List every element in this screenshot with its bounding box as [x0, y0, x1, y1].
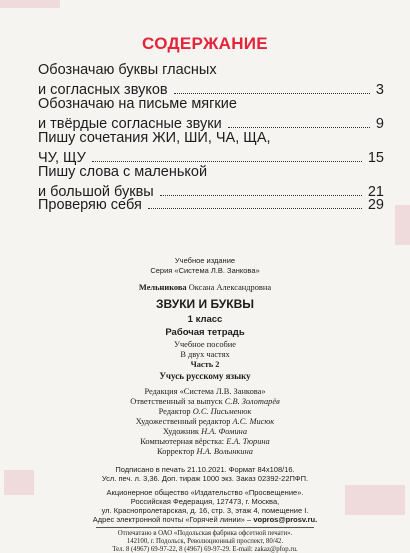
credit-line	[0, 427, 410, 436]
workbook-label: Рабочая тетрадь	[165, 327, 245, 338]
toc-page-number: 15	[367, 149, 384, 166]
credit-role: Редакция «Система Л.В. Занкова»	[144, 387, 266, 396]
publisher-line: ул. Краснопролетарская, д. 16, стр. 3, этаж 4, помещение I.	[101, 506, 309, 515]
hotline-line	[0, 515, 410, 524]
credit-name: А.С. Мисюк	[232, 417, 275, 426]
toc-entry-line: и большой буквы	[38, 183, 154, 200]
credit-line	[0, 417, 410, 426]
author	[0, 283, 410, 292]
printer-line: Отпечатано в ОАО «Подольская фабрика офсетной печати».	[117, 530, 293, 537]
credit-line	[0, 437, 410, 446]
manual-label: Учебное пособие	[174, 340, 236, 349]
credit-line	[0, 407, 410, 416]
toc-page-number: 29	[367, 197, 384, 213]
hotline-label: Адрес электронной почты «Горячей линии» –	[92, 515, 252, 524]
toc-entry-line: ЧУ, ЩУ	[38, 149, 86, 166]
parts-label: В двух частях	[180, 350, 230, 359]
credit-line	[0, 447, 410, 456]
publisher-line: Акционерное общество «Издательство «Просвещение».	[106, 488, 304, 497]
toc-entry-line: Пишу слова с маленькой	[38, 164, 208, 180]
toc-entry-line: и согласных звуков	[38, 81, 168, 98]
credit-name: Н.А. Фомина	[201, 427, 248, 436]
print-details: Подписано в печать 21.10.2021. Формат 84х108/16.	[115, 465, 295, 474]
credit-name: О.С. Письменюк	[192, 407, 252, 416]
credit-role: Художественный редактор	[135, 417, 231, 426]
toc-entry-line: и твёрдые согласные звуки	[38, 115, 222, 132]
toc-entry[interactable]	[38, 196, 384, 216]
toc-leader-dots	[228, 127, 370, 128]
hotline-email-link[interactable]: vopros@prosv.ru.	[253, 515, 318, 524]
printer-line: Тел. 8 (4967) 69-97-22, 8 (4967) 69-97-29. E-mail: zakaz@pfop.ru.	[112, 546, 298, 553]
toc-leader-dots	[148, 208, 362, 209]
page-title: СОДЕРЖАНИЕ	[142, 34, 268, 53]
printer-line: 142100, г. Подольск, Революционный проспект, 80/42.	[126, 538, 284, 545]
print-details: Усл. печ. л. 3,36. Доп. тираж 1000 экз. Заказ 02392-22ПФП.	[101, 474, 309, 483]
author-surname: Мельникова	[138, 283, 187, 292]
grade: 1 класс	[187, 314, 223, 325]
author-name: Оксана Александровна	[188, 283, 272, 292]
publisher-line: Российская Федерация, 127473, г. Москва,	[130, 497, 280, 506]
subject-title: Учусь русскому языку	[159, 371, 251, 381]
toc-entry-line: Обозначаю буквы гласных	[38, 62, 217, 78]
divider	[96, 527, 314, 528]
toc-leader-dots	[92, 161, 362, 162]
credit-role: Художник	[162, 427, 199, 436]
book-title: ЗВУКИ И БУКВЫ	[156, 297, 254, 311]
toc-page-number: 21	[367, 183, 384, 200]
credit-line	[0, 397, 410, 406]
toc-entry-line: Обозначаю на письме мягкие	[38, 96, 237, 112]
toc-entry-line: Проверяю себя	[38, 197, 142, 213]
credit-role: Корректор	[157, 447, 195, 456]
credit-name: Е.А. Тюрина	[226, 437, 270, 446]
credit-role: Ответственный за выпуск	[130, 397, 223, 406]
part-number: Часть 2	[190, 360, 220, 369]
series-name: Серия «Система Л.В. Занкова»	[150, 266, 260, 275]
bleed-pink-top	[0, 0, 60, 8]
bleed-pink-right	[395, 205, 410, 245]
credit-line	[0, 387, 410, 396]
toc-page-number: 3	[375, 81, 384, 98]
credit-name: Н.А. Волынкина	[196, 447, 253, 456]
credit-role: Редактор	[158, 407, 191, 416]
toc-leader-dots	[174, 93, 370, 94]
toc-page-number: 9	[375, 115, 384, 132]
edition-type: Учебное издание	[174, 256, 236, 265]
credit-name: С.В. Золотарёв	[224, 397, 280, 406]
credit-role: Компьютерная вёрстка:	[140, 437, 225, 446]
toc-entry-line: Пишу сочетания ЖИ, ШИ, ЧА, ЩА,	[38, 130, 271, 146]
